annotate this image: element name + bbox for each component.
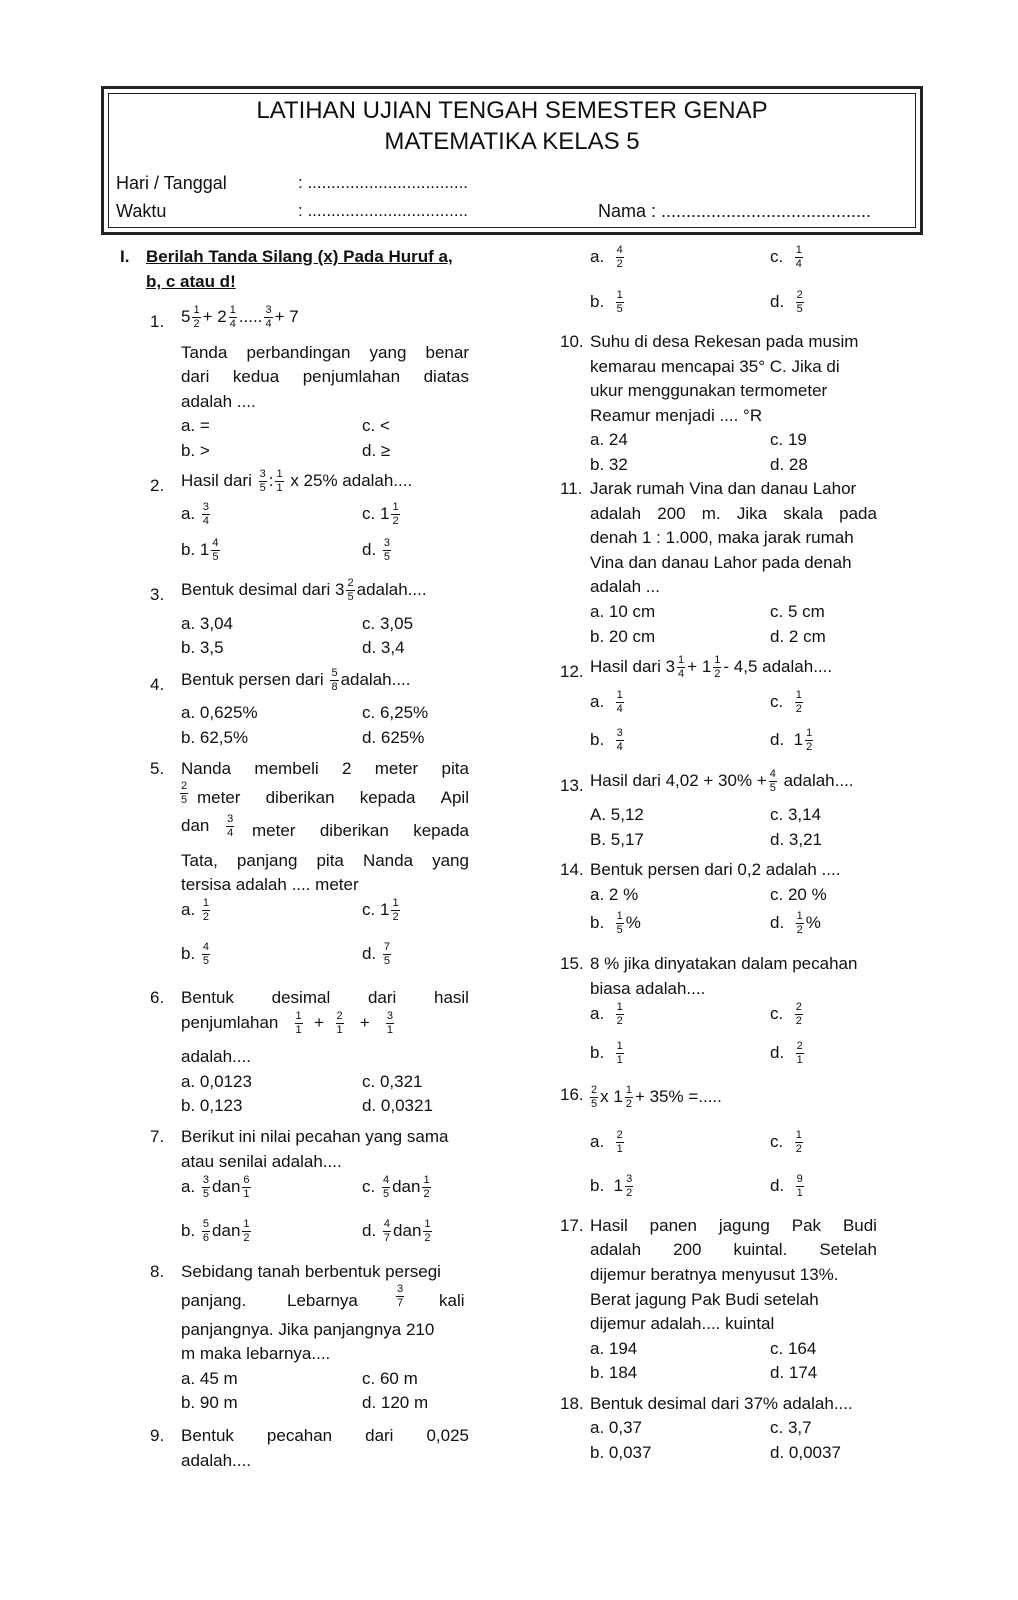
q1-expression: 5 $\frac{1}{2}$ + 2 $\frac{1}{4}$ ..... $\frac{3}{4}$ + 7	[181, 304, 299, 330]
q13-number: 13.	[560, 776, 584, 795]
q10-text-2: kemarau mencapai 35° C. Jika di	[590, 357, 840, 376]
q8-text-2a: panjang.	[181, 1291, 247, 1310]
q5-option-c[interactable]: c. 1 $\frac{1}{2}$	[362, 897, 399, 923]
q8-text-1: Sebidang tanah berbentuk persegi	[181, 1262, 441, 1281]
q4-option-b[interactable]: b. 62,5%	[181, 728, 249, 747]
q2-option-b[interactable]: b. 1 $\frac{4}{5}$	[181, 537, 219, 563]
q5-frac-1: $\frac{2}{5}$	[181, 780, 188, 806]
q11-text-4: Vina dan danau Lahor pada denah	[590, 553, 852, 572]
q17-text-1: Hasil panen jagung Pak Budi	[590, 1216, 877, 1235]
q7-option-b[interactable]: b. $\frac{5}{6}$ dan $\frac{1}{2}$	[181, 1218, 250, 1244]
q1-text-3: adalah ....	[181, 392, 256, 411]
q2-option-d[interactable]: d. $\frac{3}{5}$	[362, 537, 391, 563]
q1-option-a[interactable]: a. =	[181, 416, 210, 435]
time-field: : ..................................	[298, 201, 469, 220]
q15-text-2: biasa adalah....	[590, 979, 706, 998]
q3-option-b[interactable]: b. 3,5	[181, 638, 224, 657]
q17-option-b[interactable]: b. 184	[590, 1363, 638, 1382]
q6-option-c[interactable]: c. 0,321	[362, 1072, 423, 1091]
q1-option-b[interactable]: b. >	[181, 441, 210, 460]
q15-option-d[interactable]: d. $\frac{2}{1}$	[770, 1040, 803, 1066]
q8-option-c[interactable]: c. 60 m	[362, 1369, 418, 1388]
q14-question: Bentuk persen dari 0,2 adalah ....	[590, 860, 841, 879]
q5-text-4: Tata, panjang pita Nanda yang	[181, 851, 469, 870]
q16-option-b[interactable]: b. 1 $\frac{3}{2}$	[590, 1173, 633, 1199]
q8-text-2c: kali	[439, 1291, 465, 1310]
q4-number: 4.	[150, 675, 165, 694]
q9-text-2: adalah....	[181, 1451, 251, 1470]
q7-number: 7.	[150, 1127, 165, 1146]
q17-text-3: dijemur beratnya menyusut 13%.	[590, 1265, 839, 1284]
q7-text-2: atau senilai adalah....	[181, 1152, 342, 1171]
q17-text-2: adalah 200 kuintal. Setelah	[590, 1240, 877, 1259]
q6-text-1: Bentuk desimal dari hasil	[181, 988, 469, 1007]
q12-option-d[interactable]: d. 1 $\frac{1}{2}$	[770, 727, 813, 753]
q8-option-d[interactable]: d. 120 m	[362, 1393, 429, 1412]
q16-option-d[interactable]: d. $\frac{9}{1}$	[770, 1173, 803, 1199]
q14-number: 14.	[560, 860, 584, 879]
q12-number: 12.	[560, 662, 584, 681]
q4-option-c[interactable]: c. 6,25%	[362, 703, 429, 722]
q18-option-d[interactable]: d. 0,0037	[770, 1443, 841, 1462]
q18-option-a[interactable]: a. 0,37	[590, 1418, 642, 1437]
q13-option-d[interactable]: d. 3,21	[770, 830, 822, 849]
q14-option-b[interactable]: b. $\frac{1}{5}$ %	[590, 910, 641, 936]
q6-text-3: adalah....	[181, 1047, 251, 1066]
q16-number: 16.	[560, 1085, 584, 1104]
q4-option-a[interactable]: a. 0,625%	[181, 703, 258, 722]
section-instruction-1: Berilah Tanda Silang (x) Pada Huruf a,	[146, 247, 453, 266]
q4-option-d[interactable]: d. 625%	[362, 728, 425, 747]
q11-text-2: adalah 200 m. Jika skala pada	[590, 504, 877, 523]
q11-option-a[interactable]: a. 10 cm	[590, 602, 656, 621]
section-number: I.	[120, 247, 130, 266]
q12-option-c[interactable]: c. $\frac{1}{2}$	[770, 689, 802, 715]
q13-option-c[interactable]: c. 3,14	[770, 805, 822, 824]
title-line-2: MATEMATIKA KELAS 5	[384, 128, 640, 155]
q18-number: 18.	[560, 1394, 584, 1413]
q13-option-b[interactable]: B. 5,17	[590, 830, 644, 849]
q17-option-a[interactable]: a. 194	[590, 1339, 638, 1358]
q9-number: 9.	[150, 1426, 165, 1445]
q16-option-a[interactable]: a. $\frac{2}{1}$	[590, 1129, 623, 1155]
q11-text-1: Jarak rumah Vina dan danau Lahor	[590, 479, 857, 498]
q8-text-3: panjangnya. Jika panjangnya 210	[181, 1320, 435, 1339]
q1-text-1: Tanda perbandingan yang benar	[181, 343, 469, 362]
q18-option-c[interactable]: c. 3,7	[770, 1418, 812, 1437]
date-field: : ..................................	[298, 173, 469, 192]
q2-number: 2.	[150, 476, 165, 495]
q8-option-a[interactable]: a. 45 m	[181, 1369, 238, 1388]
q17-text-4: Berat jagung Pak Budi setelah	[590, 1290, 819, 1309]
q6-option-a[interactable]: a. 0,0123	[181, 1072, 252, 1091]
q2-option-c[interactable]: c. 1 $\frac{1}{2}$	[362, 501, 399, 527]
q5-text-1: Nanda membeli 2 meter pita	[181, 759, 469, 778]
q10-option-a[interactable]: a. 24	[590, 430, 628, 449]
q1-text-2: dari kedua penjumlahan diatas	[181, 367, 469, 386]
q5-text-3: meter diberikan kepada	[252, 821, 469, 840]
title-line-1: LATIHAN UJIAN TENGAH SEMESTER GENAP	[256, 97, 768, 124]
q5-option-d[interactable]: d. $\frac{7}{5}$	[362, 941, 391, 967]
q9-option-d[interactable]: d. $\frac{2}{5}$	[770, 289, 803, 315]
q16-question: $\frac{2}{5}$ x 1 $\frac{1}{2}$ + 35% =.....	[591, 1084, 722, 1110]
q15-number: 15.	[560, 954, 584, 973]
q9-option-c[interactable]: c. $\frac{1}{4}$	[770, 244, 802, 270]
q5-option-a[interactable]: a. $\frac{1}{2}$	[181, 897, 210, 923]
q10-text-3: ukur menggunakan termometer	[590, 381, 828, 400]
q5-number: 5.	[150, 759, 165, 778]
q7-option-c[interactable]: c. $\frac{4}{5}$ dan $\frac{1}{2}$	[362, 1174, 430, 1200]
q4-question: Bentuk persen dari $\frac{5}{8}$ adalah....	[181, 667, 411, 693]
q11-text-5: adalah ...	[590, 577, 660, 596]
time-label: Waktu	[116, 201, 167, 221]
q8-option-b[interactable]: b. 90 m	[181, 1393, 238, 1412]
q3-question: Bentuk desimal dari 3 $\frac{2}{5}$ adalah....	[181, 577, 427, 603]
q1-number: 1.	[150, 312, 165, 331]
q10-option-c[interactable]: c. 19	[770, 430, 807, 449]
q11-option-c[interactable]: c. 5 cm	[770, 602, 825, 621]
q5-option-b[interactable]: b. $\frac{4}{5}$	[181, 941, 210, 967]
q7-option-a[interactable]: a. $\frac{3}{5}$ dan $\frac{6}{1}$	[181, 1174, 250, 1200]
q7-text-1: Berikut ini nilai pecahan yang sama	[181, 1127, 449, 1146]
q1-option-d[interactable]: d. ≥	[362, 441, 391, 460]
q8-number: 8.	[150, 1262, 165, 1281]
q17-option-d[interactable]: d. 174	[770, 1363, 818, 1382]
q11-text-3: denah 1 : 1.000, maka jarak rumah	[590, 528, 854, 547]
q12-question: Hasil dari 3 $\frac{1}{4}$ + 1 $\frac{1}{2}$ - 4,5 adalah....	[590, 654, 833, 680]
q14-option-c[interactable]: c. 20 %	[770, 885, 827, 904]
q13-question: Hasil dari 4,02 + 30% + $\frac{4}{5}$ adalah....	[590, 768, 854, 794]
q10-text-1: Suhu di desa Rekesan pada musim	[590, 332, 859, 351]
q16-option-c[interactable]: c. $\frac{1}{2}$	[770, 1129, 802, 1155]
q15-option-a[interactable]: a. $\frac{1}{2}$	[590, 1001, 623, 1027]
q8-text-2b: Lebarnya	[287, 1291, 358, 1310]
q6-text-2: penjumlahan $\frac{1}{1}$ + $\frac{2}{1}$ + $\frac{3}{1}$	[181, 1010, 394, 1036]
q3-option-d[interactable]: d. 3,4	[362, 638, 405, 657]
q2-expression: Hasil dari $\frac{3}{5}$ : $\frac{1}{1}$ x 25% adalah....	[181, 468, 413, 494]
q12-option-a[interactable]: a. $\frac{1}{4}$	[590, 689, 623, 715]
q18-option-b[interactable]: b. 0,037	[590, 1443, 652, 1462]
q10-option-b[interactable]: b. 32	[590, 455, 628, 474]
q15-option-c[interactable]: c. $\frac{2}{2}$	[770, 1001, 802, 1027]
date-label: Hari / Tanggal	[116, 173, 227, 193]
q5-text-2: meter diberikan kepada Apil	[197, 788, 469, 807]
q10-text-4: Reamur menjadi .... °R	[590, 406, 763, 425]
q1-option-c[interactable]: c. <	[362, 416, 390, 435]
q11-option-d[interactable]: d. 2 cm	[770, 627, 826, 646]
q9-option-a[interactable]: a. $\frac{4}{2}$	[590, 244, 623, 270]
q5-text-5: tersisa adalah .... meter	[181, 875, 359, 894]
q11-number: 11.	[560, 479, 583, 498]
q9-text-1: Bentuk pecahan dari 0,025	[181, 1426, 469, 1445]
q13-option-a[interactable]: A. 5,12	[590, 805, 644, 824]
q6-option-d[interactable]: d. 0,0321	[362, 1096, 433, 1115]
q17-number: 17.	[560, 1216, 584, 1235]
q7-option-d[interactable]: d. $\frac{4}{7}$ dan $\frac{1}{2}$	[362, 1218, 431, 1244]
section-instruction-2: b, c atau d!	[146, 272, 236, 291]
q10-number: 10.	[560, 332, 584, 351]
q11-option-b[interactable]: b. 20 cm	[590, 627, 656, 646]
q5-text-3a: dan $\frac{3}{4}$	[181, 813, 234, 839]
q17-option-c[interactable]: c. 164	[770, 1339, 817, 1358]
q14-option-d[interactable]: d. $\frac{1}{2}$ %	[770, 910, 821, 936]
name-field: Nama : ..........................................	[598, 201, 872, 221]
q12-option-b[interactable]: b. $\frac{3}{4}$	[590, 727, 623, 753]
q9-option-b[interactable]: b. $\frac{1}{5}$	[590, 289, 623, 315]
q3-number: 3.	[150, 585, 165, 604]
q15-option-b[interactable]: b. $\frac{1}{1}$	[590, 1040, 623, 1066]
q18-question: Bentuk desimal dari 37% adalah....	[590, 1394, 853, 1413]
q3-option-a[interactable]: a. 3,04	[181, 614, 233, 633]
q17-text-5: dijemur adalah.... kuintal	[590, 1314, 775, 1333]
q8-frac: $\frac{3}{7}$	[397, 1283, 404, 1309]
q2-option-a[interactable]: a. $\frac{3}{4}$	[181, 501, 210, 527]
q6-option-b[interactable]: b. 0,123	[181, 1096, 243, 1115]
q3-option-c[interactable]: c. 3,05	[362, 614, 414, 633]
q6-number: 6.	[150, 988, 165, 1007]
q15-text-1: 8 % jika dinyatakan dalam pecahan	[590, 954, 858, 973]
q14-option-a[interactable]: a. 2 %	[590, 885, 639, 904]
q10-option-d[interactable]: d. 28	[770, 455, 808, 474]
q8-text-4: m maka lebarnya....	[181, 1344, 331, 1363]
